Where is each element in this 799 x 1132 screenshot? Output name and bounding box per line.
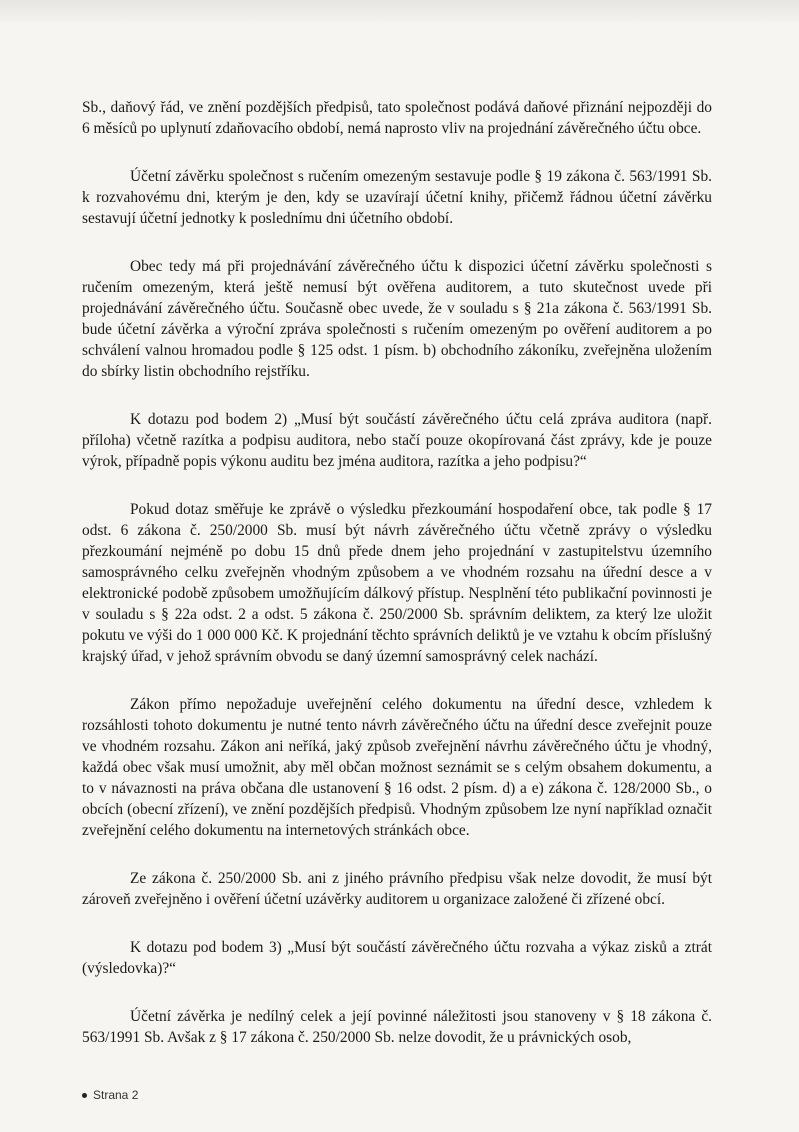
bullet-icon [82,1093,87,1098]
paragraph-1: Sb., daňový řád, ve znění pozdějších předpisů, tato společnost podává daňové přiznání nejpozději do 6 měsíců po uplynutí zdaňovacího období, nemá naprosto vliv na projednání závěrečného účtu obce. [82,99,712,137]
scan-header-noise [0,0,799,22]
document-body [82,97,712,1075]
paragraph-2: Účetní závěrku společnost s ručením omezeným sestavuje podle § 19 zákona č. 563/1991 Sb. k rozvahovému dni, kterým je den, kdy se uzavírají účetní knihy, přičemž řádnou účetní závěrku sestavují účetní jednotky k poslednímu dni účetního období. [82,168,712,227]
paragraph-6: Zákon přímo nepožaduje uveřejnění celého dokumentu na úřední desce, vzhledem k rozsáhlosti tohoto dokumentu je nutné tento návrh závěrečného účtu na úřední desce zveřejnit pouze ve vhodném rozsahu. Zákon ani neříká, jaký způsob zveřejnění návrhu závěrečného účtu je vhodný, každá obec však musí umožnit, aby měl občan možnost seznámit se s celým obsahem dokumentu, a to v návaznosti na práva občana dle ustanovení § 16 odst. 2 písm. d) a e) zákona č. 128/2000 Sb., o obcích (obecní zřízení), ve znění pozdějších předpisů. Vhodným způsobem lze nyní například označit zveřejnění celého dokumentu na internetových stránkách obce. [82,696,712,839]
paragraph-5: Pokud dotaz směřuje ke zprávě o výsledku přezkoumání hospodaření obce, tak podle § 17 odst. 6 zákona č. 250/2000 Sb. musí být návrh závěrečného účtu včetně zprávy o výsledku přezkoumání nejméně po dobu 15 dnů přede dnem jeho projednání v zastupitelstvu územního samosprávného celku zveřejněn vhodným způsobem a ve vhodném rozsahu na úřední desce a v elektronické podobě způsobem umožňujícím dálkový přístup. Nesplnění této publikační povinnosti je v souladu s § 22a odst. 2 a odst. 5 zákona č. 250/2000 Sb. správním deliktem, za který lze uložit pokutu ve výši do 1 000 000 Kč. K projednání těchto správních deliktů je ve vztahu k obcím příslušný krajský úřad, v jehož správním obvodu se daný územní samosprávný celek nachází. [82,501,712,665]
question-2: K dotazu pod bodem 2) „Musí být součástí závěrečného účtu celá zpráva auditora (např. příloha) včetně razítka a podpisu auditora, nebo stačí pouze okopírovaná část zprávy, kde je pouze výrok, případně popis výkonu auditu bez jména auditora, razítka a jeho podpisu?“ [82,411,712,470]
page-number: Strana 2 [93,1088,139,1102]
page-footer [82,1088,138,1102]
paragraph-3: Obec tedy má při projednávání závěrečného účtu k dispozici účetní závěrku společnosti s ručením omezeným, která ještě nemusí být ověřena auditorem, a tuto skutečnost uvede při projednávání závěrečného účtu. Současně obec uvede, že v souladu s § 21a zákona č. 563/1991 Sb. bude účetní závěrka a výroční zpráva společnosti s ručením omezeným po ověření auditorem a po schválení valnou hromadou podle § 125 odst. 1 písm. b) obchodního zákoníku, zveřejněna uložením do sbírky listin obchodního rejstříku. [82,258,712,380]
paragraph-9: Účetní závěrka je nedílný celek a její povinné náležitosti jsou stanoveny v § 18 zákona č. 563/1991 Sb. Avšak z § 17 zákona č. 250/2000 Sb. nelze dovodit, že u právnických osob, [82,1008,712,1046]
question-3: K dotazu pod bodem 3) „Musí být součástí závěrečného účtu rozvaha a výkaz zisků a ztrát (výsledovka)?“ [82,939,712,977]
paragraph-7: Ze zákona č. 250/2000 Sb. ani z jiného právního předpisu však nelze dovodit, že musí být zároveň zveřejněno i ověření účetní uzávěrky auditorem u organizace založené či zřízené obcí. [82,870,712,908]
